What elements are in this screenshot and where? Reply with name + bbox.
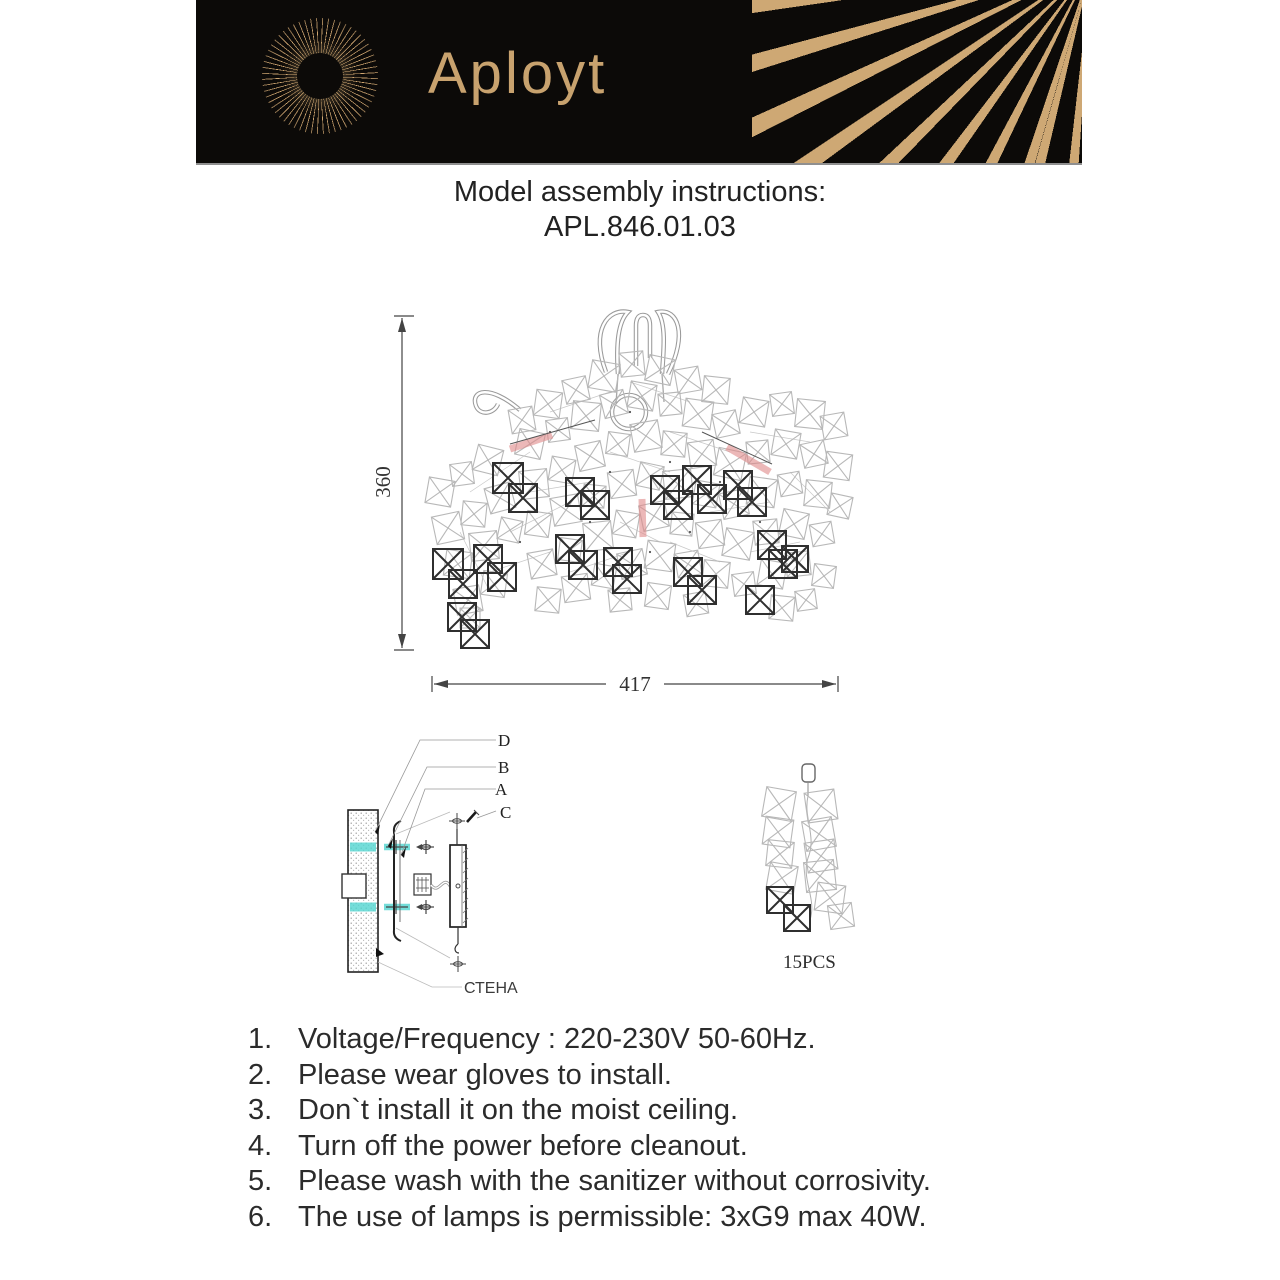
wall-box-detail <box>342 874 366 898</box>
wall-label: СТЕНА <box>464 980 518 997</box>
sunburst-icon <box>262 18 378 134</box>
part-label-a: A <box>495 780 508 799</box>
instruction-number: 6. <box>248 1200 273 1233</box>
height-dimension-label: 360 <box>371 466 395 498</box>
instruction-text: Please wear gloves to install. <box>298 1058 672 1091</box>
instruction-item <box>248 1022 1078 1058</box>
mounting-bracket <box>394 821 401 941</box>
chandelier-technical-drawing <box>370 292 890 712</box>
top-hooks <box>475 312 679 429</box>
part-label-c: C <box>500 803 512 822</box>
instruction-item <box>248 1164 1078 1200</box>
brand-logo-text: Aployt <box>428 41 608 106</box>
model-number: APL.846.01.03 <box>544 211 736 243</box>
instruction-number: 5. <box>248 1165 273 1197</box>
back-plate <box>450 845 468 927</box>
instruction-list <box>248 1022 1078 1235</box>
instruction-text: Please wash with the sanitizer without corrosivity. <box>298 1165 931 1197</box>
instruction-text: The use of lamps is permissible: 3xG9 max 40W. <box>298 1200 927 1233</box>
instruction-text: Voltage/Frequency : 220-230V 50-60Hz. <box>298 1023 816 1055</box>
instruction-number: 4. <box>248 1129 273 1162</box>
wall-mount-diagram <box>330 722 545 1017</box>
wall-leader <box>378 962 462 987</box>
crystal-strand-diagram <box>755 750 915 990</box>
instruction-item <box>248 1093 1078 1129</box>
height-dimension <box>394 316 414 650</box>
junction-box <box>414 874 450 895</box>
wall-flag <box>376 948 384 957</box>
instruction-item <box>248 1058 1078 1094</box>
instruction-text: Don`t install it on the moist ceiling. <box>298 1094 739 1126</box>
page-title: Model assembly instructions: <box>453 176 827 208</box>
instruction-number: 3. <box>248 1094 273 1126</box>
strand-count-label: 15PCS <box>783 952 836 973</box>
instruction-item <box>248 1200 1078 1236</box>
part-label-d: D <box>498 731 511 750</box>
instruction-number: 2. <box>248 1058 273 1091</box>
instruction-item <box>248 1129 1078 1165</box>
brand-banner <box>196 0 1082 165</box>
instruction-number: 1. <box>248 1023 273 1055</box>
strand-hook <box>802 764 815 782</box>
part-label-b: B <box>498 758 510 777</box>
width-dimension-label: 417 <box>619 672 651 696</box>
corner-rays-icon <box>752 0 1082 163</box>
instruction-text: Turn off the power before cleanout. <box>298 1129 748 1162</box>
